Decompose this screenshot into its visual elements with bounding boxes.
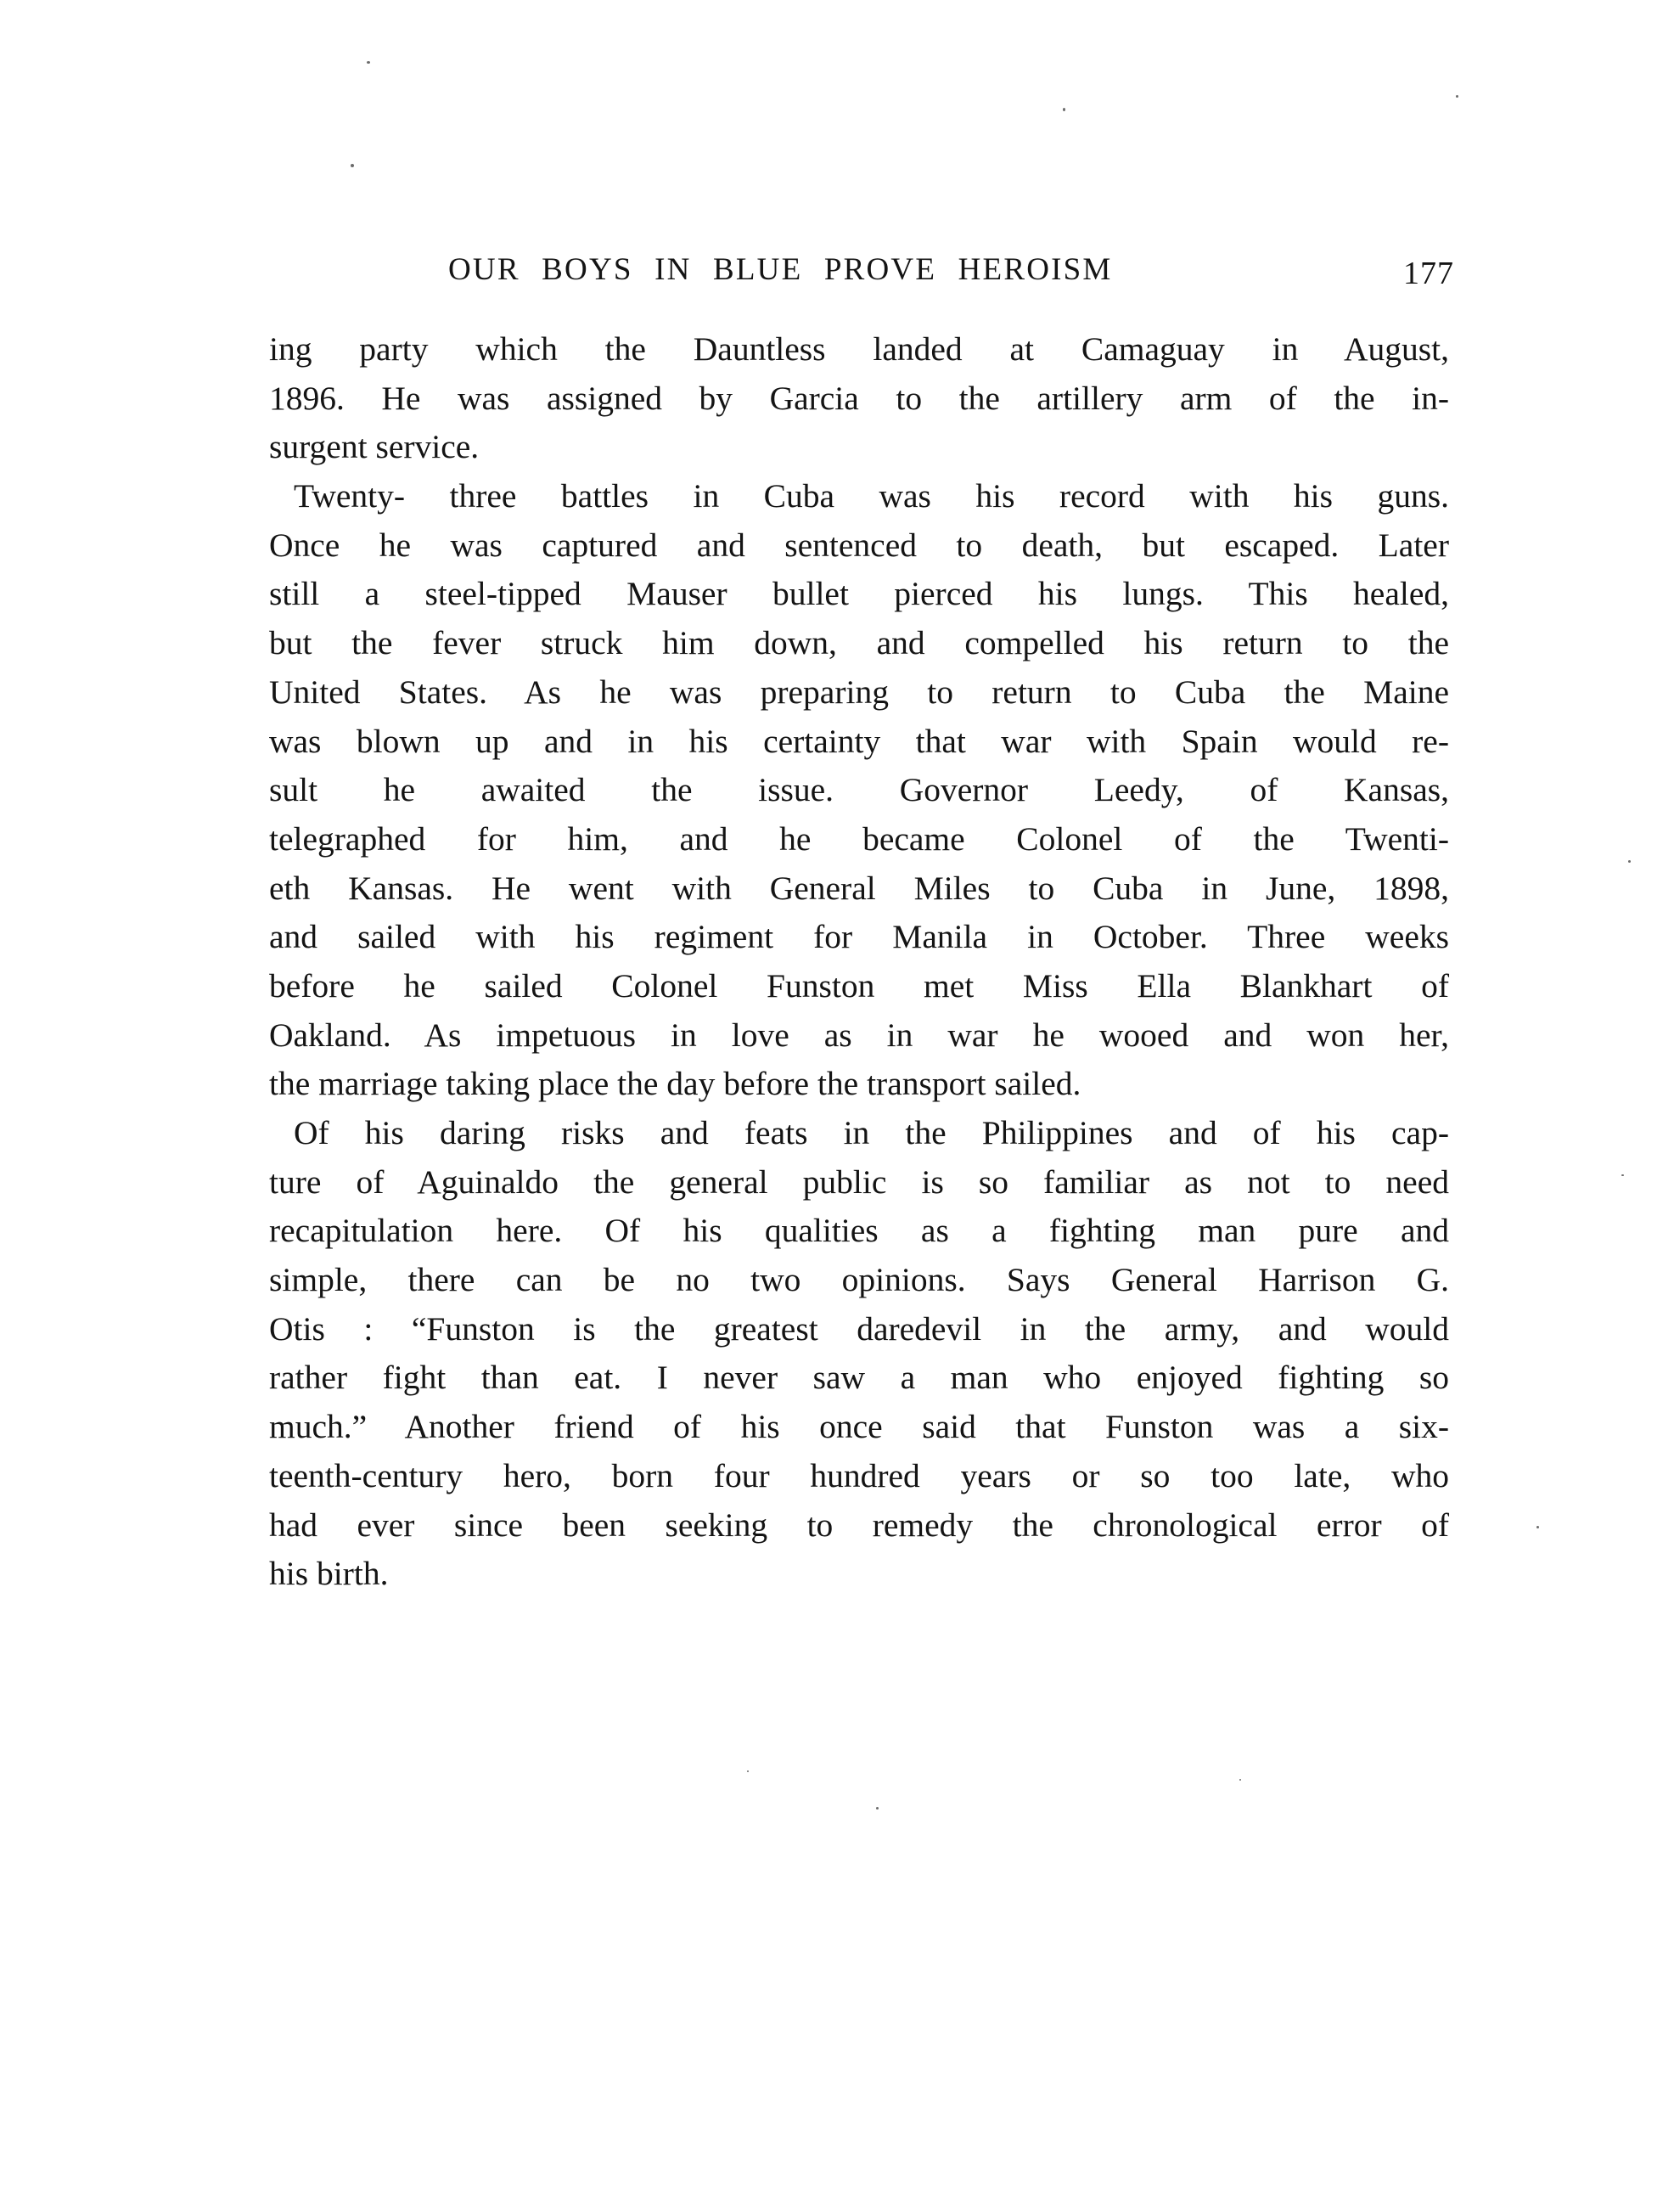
running-head-title: OUR BOYS IN BLUE PROVE HEROISM xyxy=(448,252,1113,287)
scan-speck xyxy=(367,61,370,64)
text-line: surgent service. xyxy=(269,428,480,466)
text-line: simple, there can be no two opinions. Says General Harrison G. xyxy=(269,1261,1449,1299)
scan-speck xyxy=(351,164,354,167)
text-line: the marriage taking place the day before the transport sailed. xyxy=(269,1065,1081,1103)
scan-speck xyxy=(1063,108,1065,111)
text-line: Twenty- three battles in Cuba was his record with his guns. xyxy=(294,477,1449,515)
paragraph-1 xyxy=(269,325,1449,472)
paragraph-3 xyxy=(269,1109,1449,1599)
text-line: was blown up and in his certainty that war with Spain would re- xyxy=(269,722,1449,760)
body-text xyxy=(269,325,1449,1599)
text-line: Once he was captured and sentenced to death, but escaped. Later xyxy=(269,526,1449,564)
text-line: United States. As he was preparing to return to Cuba the Maine xyxy=(269,673,1449,711)
scan-speck xyxy=(1536,1526,1539,1528)
scan-speck xyxy=(1239,1779,1241,1781)
text-line: but the fever struck him down, and compelled his return to the xyxy=(269,624,1449,662)
text-line: ture of Aguinaldo the general public is so familiar as not to need xyxy=(269,1162,1449,1201)
text-line: his birth. xyxy=(269,1555,389,1593)
running-head xyxy=(269,251,1454,289)
text-line: sult he awaited the issue. Governor Leedy, of Kansas, xyxy=(269,771,1449,809)
text-line: recapitulation here. Of his qualities as a fighting man pure and xyxy=(269,1212,1449,1250)
scan-speck xyxy=(1621,1174,1624,1176)
text-line: still a steel-tipped Mauser bullet pierced his lungs. This healed, xyxy=(269,575,1449,613)
text-line: teenth-century hero, born four hundred years or so too late, who xyxy=(269,1456,1449,1494)
scan-speck xyxy=(747,1770,749,1772)
text-line: eth Kansas. He went with General Miles to Cuba in June, 1898, xyxy=(269,869,1449,907)
scan-speck xyxy=(1456,95,1458,98)
paragraph-2 xyxy=(269,472,1449,1109)
text-line: had ever since been seeking to remedy the chronological error of xyxy=(269,1506,1449,1544)
scan-speck xyxy=(876,1807,879,1810)
text-line: and sailed with his regiment for Manila in October. Three weeks xyxy=(269,918,1449,956)
text-line: much.” Another friend of his once said that Funston was a six- xyxy=(269,1408,1449,1446)
scan-speck xyxy=(1628,860,1631,863)
text-line: rather fight than eat. I never saw a man who enjoyed fighting so xyxy=(269,1359,1449,1397)
text-line: 1896. He was assigned by Garcia to the artillery arm of the in- xyxy=(269,379,1449,417)
text-line: before he sailed Colonel Funston met Miss Ella Blankhart of xyxy=(269,966,1449,1005)
text-line: telegraphed for him, and he became Colonel of the Twenti- xyxy=(269,819,1449,858)
text-line: Oakland. As impetuous in love as in war he wooed and won her, xyxy=(269,1016,1449,1054)
text-line: Otis : “Funston is the greatest daredevil in the army, and would xyxy=(269,1309,1449,1348)
text-line: Of his daring risks and feats in the Philippines and of his cap- xyxy=(294,1114,1449,1151)
text-line: ing party which the Dauntless landed at Camaguay in August, xyxy=(269,330,1449,368)
page-number: 177 xyxy=(1403,256,1454,291)
